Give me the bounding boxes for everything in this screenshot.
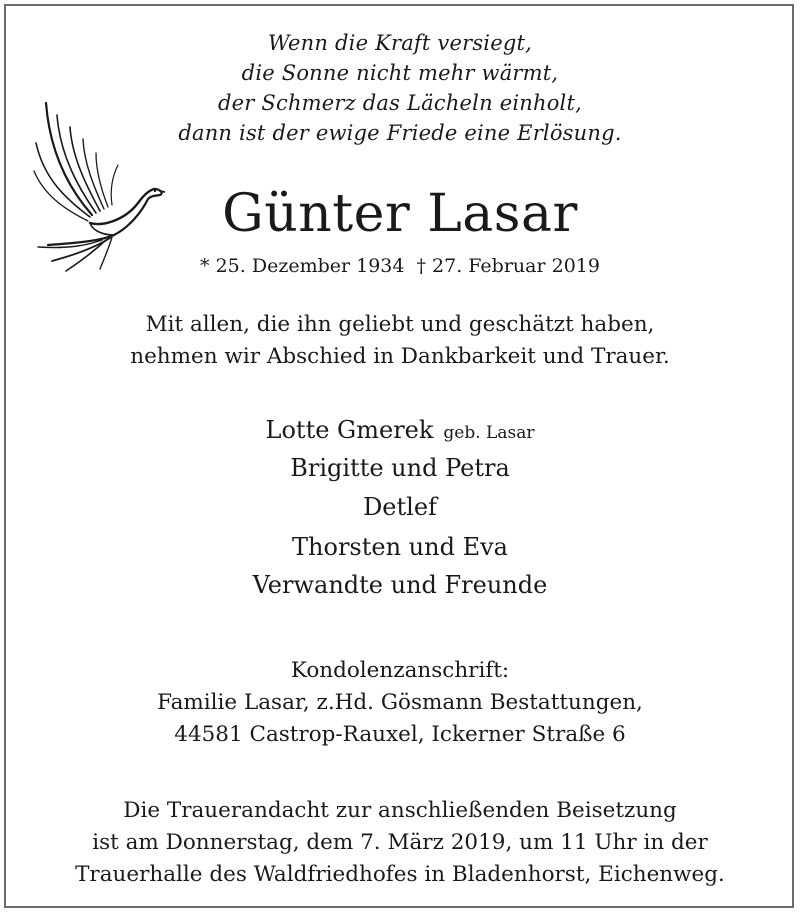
- mourner-4: Thorsten und Eva: [292, 533, 508, 561]
- mourner-5: Verwandte und Freunde: [252, 571, 548, 599]
- condolence-line-1: Familie Lasar, z.Hd. Gösmann Bestattungen,: [157, 690, 643, 715]
- death-date: † 27. Februar 2019: [416, 255, 600, 277]
- mourner-name: Lotte Gmerek: [265, 416, 434, 444]
- birth-date: * 25. Dezember 1934: [200, 255, 405, 277]
- condolence-heading: Kondolenzanschrift:: [290, 658, 510, 683]
- maiden-name-note: geb. Lasar: [443, 423, 535, 443]
- farewell-line-1: Mit allen, die ihn geliebt und geschätzt haben,: [145, 312, 655, 337]
- life-dates: [0, 254, 800, 278]
- poem-line-3: der Schmerz das Lächeln einholt,: [218, 91, 582, 115]
- poem-line-1: Wenn die Kraft versiegt,: [267, 31, 533, 55]
- mourner-primary: [0, 411, 800, 452]
- condolence-line-2: 44581 Castrop-Rauxel, Ickerner Straße 6: [174, 722, 626, 747]
- deceased-name: Günter Lasar: [222, 184, 578, 244]
- service-line-1: Die Trauerandacht zur anschließenden Beisetzung: [123, 798, 677, 823]
- poem-line-2: die Sonne nicht mehr wärmt,: [241, 61, 559, 85]
- farewell-line-2: nehmen wir Abschied in Dankbarkeit und Trauer.: [130, 344, 670, 369]
- poem-line-4: dann ist der ewige Friede eine Erlösung.: [178, 121, 622, 145]
- service-line-3: Trauerhalle des Waldfriedhofes in Bladenhorst, Eichenweg.: [75, 862, 725, 887]
- mourner-3: Detlef: [363, 493, 437, 521]
- service-line-2: ist am Donnerstag, dem 7. März 2019, um 11 Uhr in der: [92, 830, 708, 855]
- mourner-2: Brigitte und Petra: [290, 454, 510, 482]
